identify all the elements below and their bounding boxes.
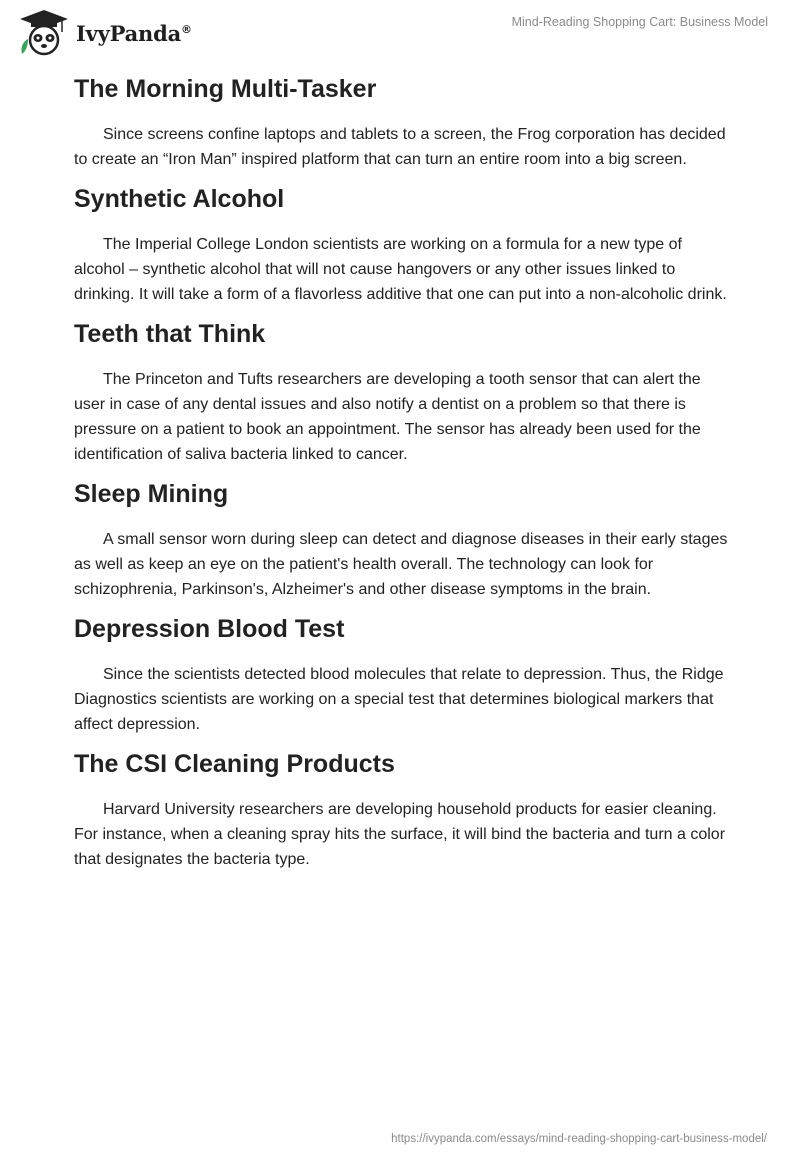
page-header — [0, 0, 800, 70]
section-heading: Teeth that Think — [74, 320, 266, 348]
section-morning-multi-tasker — [74, 74, 734, 172]
section-sleep-mining — [74, 479, 734, 602]
section-depression-blood-test — [74, 614, 734, 737]
section-heading: The Morning Multi-Tasker — [74, 75, 377, 103]
section-heading: The CSI Cleaning Products — [74, 750, 395, 778]
section-paragraph: The Imperial College London scientists are working on a formula for a new type of alcohol – synthetic alcohol that will not cause hangovers or any other issues linked to drinking. It will take a form of a flavorless additive that one can put into a non-alcoholic drink. — [74, 236, 727, 303]
section-paragraph: Since screens confine laptops and tablets to a screen, the Frog corporation has decided to create an “Iron Man” inspired platform that can turn an entire room into a big screen. — [74, 126, 726, 168]
section-paragraph: A small sensor worn during sleep can detect and diagnose diseases in their early stages as well as keep an eye on the patient's health overall. The technology can look for schizophrenia, Parkinson's, Alzheimer's and other disease symptoms in the brain. — [74, 531, 728, 598]
section-heading: Depression Blood Test — [74, 615, 345, 643]
section-paragraph: Since the scientists detected blood molecules that relate to depression. Thus, the Ridge Diagnostics scientists are working on a special test that determines biological markers that affect depression. — [74, 666, 724, 733]
section-heading: Synthetic Alcohol — [74, 185, 285, 213]
section-heading: Sleep Mining — [74, 480, 229, 508]
source-url[interactable]: https://ivypanda.com/essays/mind-reading-shopping-cart-business-model/ — [391, 1133, 767, 1145]
section-paragraph: Harvard University researchers are developing household products for easier cleaning. For instance, when a cleaning spray hits the surface, it will bind the bacteria and turn a color that designates the bacteria type. — [74, 801, 726, 868]
document-title: Mind-Reading Shopping Cart: Business Model — [511, 15, 768, 29]
section-synthetic-alcohol — [74, 184, 734, 307]
logo-wordmark: IvyPanda® — [76, 20, 192, 46]
panda-graduate-icon — [16, 8, 72, 58]
article-body — [74, 68, 734, 884]
ivypanda-logo[interactable] — [16, 8, 192, 58]
section-teeth-that-think — [74, 319, 734, 467]
section-csi-cleaning-products — [74, 749, 734, 872]
section-paragraph: The Princeton and Tufts researchers are developing a tooth sensor that can alert the user in case of any dental issues and also notify a dentist on a problem so that there is pressure on a patient to book an appointment. The sensor has already been used for the identification of saliva bacteria linked to cancer. — [74, 371, 701, 463]
